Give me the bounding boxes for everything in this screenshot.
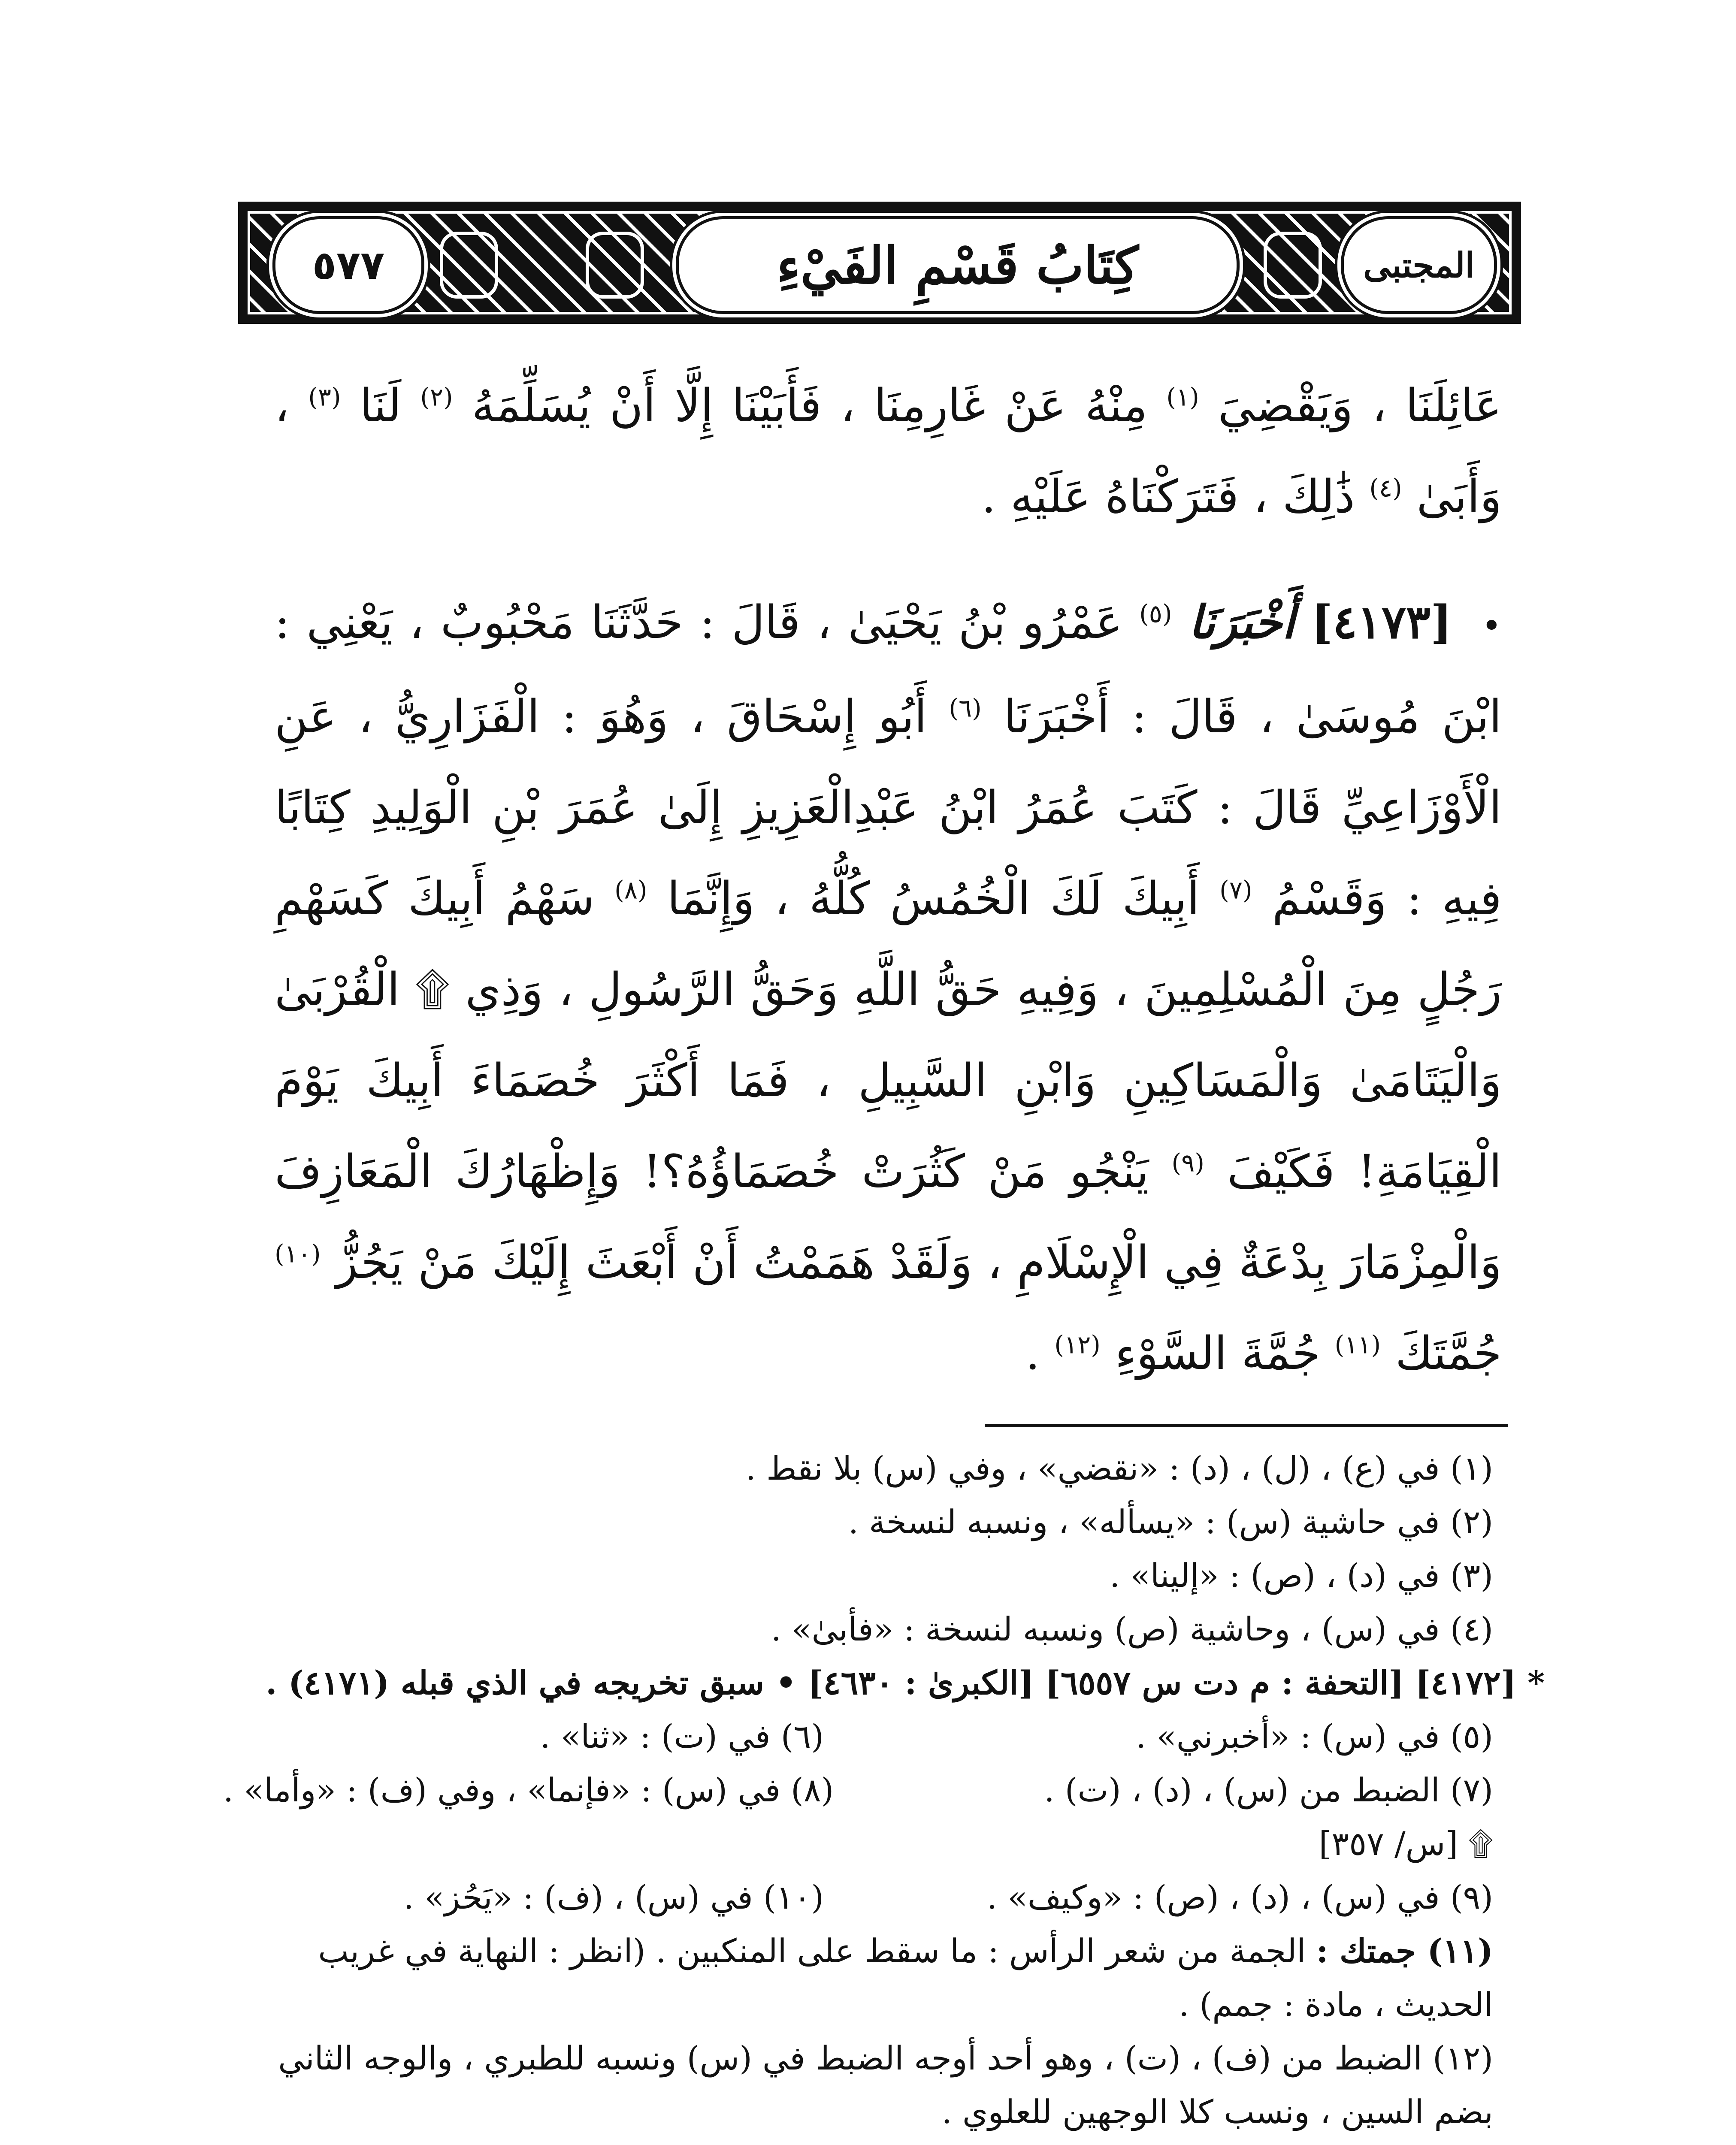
text-run: . <box>1025 1327 1040 1380</box>
text-run: يَنْجُو مَنْ كَثُرَتْ خُصَمَاؤُهُ؟! وَإِظْهَارُكَ الْمَعَازِفَ وَالْمِزْمَارَ بِدْعَةٌ فِي الْإِسْلَامِ ، وَلَقَدْ هَمَمْتُ أَنْ أَبْعَثَ إِلَيْكَ مَنْ يَجُزُّ <box>275 1145 1502 1289</box>
text-run: أَخْبَرَنَا <box>1189 595 1295 649</box>
footnote-ref[interactable]: (٢) <box>420 382 453 412</box>
manuscript-page-marker: ۩ [س/ ٣٥٧] <box>1319 1825 1493 1863</box>
footnote-12: (١٢) الضبط من (ف) ، (ت) ، وهو أحد أوجه الضبط في (س) ونسبه للطبري ، والوجه الثاني بضم السين ، ونسب كلا الوجهين للعلوي . <box>278 2039 1493 2131</box>
footnote-row-5-6 <box>223 1710 1519 1763</box>
footnotes <box>223 1441 1545 2145</box>
ornament-knot <box>440 232 498 299</box>
text-run: عَائِلَنَا ، وَيَقْضِيَ <box>1218 379 1502 432</box>
footnote-6: (٦) في (ت) : «ثنا» . <box>540 1717 824 1755</box>
text-run: مِنْهُ عَنْ غَارِمِنَا ، فَأَبَيْنَا إِلَّا أَنْ يُسَلِّمَهُ <box>472 379 1148 432</box>
takhrij-note-4173 <box>223 2139 1545 2145</box>
page-number-cartouche <box>272 216 424 314</box>
footnote-separator <box>985 1424 1508 1427</box>
footnote-8: (٨) في (س) : «فإنما» ، وفي (ف) : «وأما» . <box>223 1771 834 1809</box>
ornament-knot <box>1264 232 1322 299</box>
bullet-icon: • <box>1481 606 1502 646</box>
footnote-9: (٩) في (س) ، (د) ، (ص) : «وكيف» . <box>987 1878 1493 1916</box>
footnote-ref[interactable]: (٨) <box>614 875 647 905</box>
footnote-ref[interactable]: (٩) <box>1171 1148 1204 1178</box>
footnote-11-head: (١١) جمتك : <box>1316 1932 1493 1970</box>
page-header <box>238 202 1521 324</box>
footnote-ref[interactable]: (١١) <box>1334 1330 1381 1360</box>
footnote-ref[interactable]: (٦) <box>949 693 982 723</box>
hadith-number: [٤١٧٣] <box>1311 595 1452 649</box>
footnote-2: (٢) في حاشية (س) : «يسأله» ، ونسبه لنسخة . <box>848 1503 1493 1541</box>
footnote-row-7-8 <box>223 1763 1519 1817</box>
book-brand: المجتبى <box>1363 245 1475 285</box>
footnote-ref[interactable]: (٣) <box>308 382 341 412</box>
text-run: عَمْرُو بْنُ يَحْيَىٰ ، قَالَ : حَدَّثَنَا مَحْبُوبٌ ، يَعْنِي : ابْنَ مُوسَىٰ ، قَالَ : أَخْبَرَنَا <box>275 596 1502 743</box>
footnote-5: (٥) في (س) : «أخبرني» . <box>1136 1717 1493 1755</box>
text-run: لَنَا <box>360 379 402 432</box>
footnote-row-9-10 <box>223 1870 1519 1924</box>
footnote-ref[interactable]: (١٠) <box>275 1239 321 1269</box>
footnote-3: (٣) في (د) ، (ص) : «إلينا» . <box>1110 1556 1493 1595</box>
text-run: جُمَّتَكَ <box>1395 1327 1502 1380</box>
takhrij-note-4172: * [٤١٧٢] [التحفة : م دت س ٦٥٥٧] [الكبرىٰ : ٤٦٣٠] • سبق تخريجه في الذي قبله (٤١٧١) . <box>266 1664 1545 1702</box>
chapter-title-cartouche <box>676 216 1240 314</box>
footnote-ref[interactable]: (٧) <box>1219 875 1252 905</box>
footnote-ref[interactable]: (٥) <box>1139 599 1172 628</box>
chapter-title: كِتَابُ قَسْمِ الفَيْءِ <box>777 235 1139 295</box>
footnote-11-text: الجمة من شعر الرأس : ما سقط على المنكبين . (انظر : النهاية في غريب الحديث ، مادة : جمم) . <box>318 1932 1493 2024</box>
text-run: أَبِيكَ لَكَ الْخُمُسُ كُلُّهُ ، وَإِنَّمَا <box>667 872 1200 925</box>
text-run: سَهْمُ أَبِيكَ كَسَهْمِ رَجُلٍ مِنَ الْمُسْلِمِينَ ، وَفِيهِ حَقُّ اللَّهِ وَحَقُّ الرَّسُولِ ، وَذِي <box>275 872 1502 1016</box>
footnote-11 <box>223 1924 1519 2031</box>
footnote-ref[interactable]: (١٢) <box>1054 1330 1101 1360</box>
footnote-7: (٧) الضبط من (س) ، (د) ، (ت) . <box>1044 1771 1493 1809</box>
text-run: ، وَأَبَىٰ <box>275 379 1502 523</box>
main-text <box>275 360 1502 1399</box>
text-run: جُمَّةَ السَّوْءِ <box>1115 1327 1320 1380</box>
footnote-ref[interactable]: (٤) <box>1369 473 1402 503</box>
text-run: ذَٰلِكَ ، فَتَرَكْنَاهُ عَلَيْهِ . <box>981 470 1355 523</box>
footnote-1: (١) في (ع) ، (ل) ، (د) : «نقضي» ، وفي (س) بلا نقط . <box>745 1449 1493 1487</box>
page-number: ٥٧٧ <box>312 242 385 288</box>
text-run: أَبُو إِسْحَاقَ ، وَهُوَ : الْفَزَارِيُّ ، عَنِ الْأَوْزَاعِيِّ قَالَ : كَتَبَ عُمَرُ ابْنُ عَبْدِالْعَزِيزِ إِلَىٰ عُمَرَ بْنِ الْوَلِيدِ كِتَابًا فِيهِ : وَقَسْمُ <box>275 690 1502 925</box>
footnote-10: (١٠) في (س) ، (ف) : «يَحُز» . <box>403 1878 824 1916</box>
paragraph-continuation <box>275 360 1502 542</box>
book-brand-cartouche <box>1341 216 1497 314</box>
text-run: الْقُرْبَىٰ وَالْيَتَامَىٰ وَالْمَسَاكِينِ وَابْنِ السَّبِيلِ ، فَمَا أَكْثَرَ خُصَمَاءَ أَبِيكَ يَوْمَ الْقِيَامَةِ! فَكَيْفَ <box>275 963 1502 1198</box>
manuscript-mark-icon: ۩ <box>415 963 450 1016</box>
hadith-paragraph <box>275 577 1502 1399</box>
ornament-knot <box>586 232 644 299</box>
footnote-4: (٤) في (س) ، وحاشية (ص) ونسبه لنسخة : «فأبىٰ» . <box>771 1610 1493 1648</box>
footnote-ref[interactable]: (١) <box>1166 382 1199 412</box>
